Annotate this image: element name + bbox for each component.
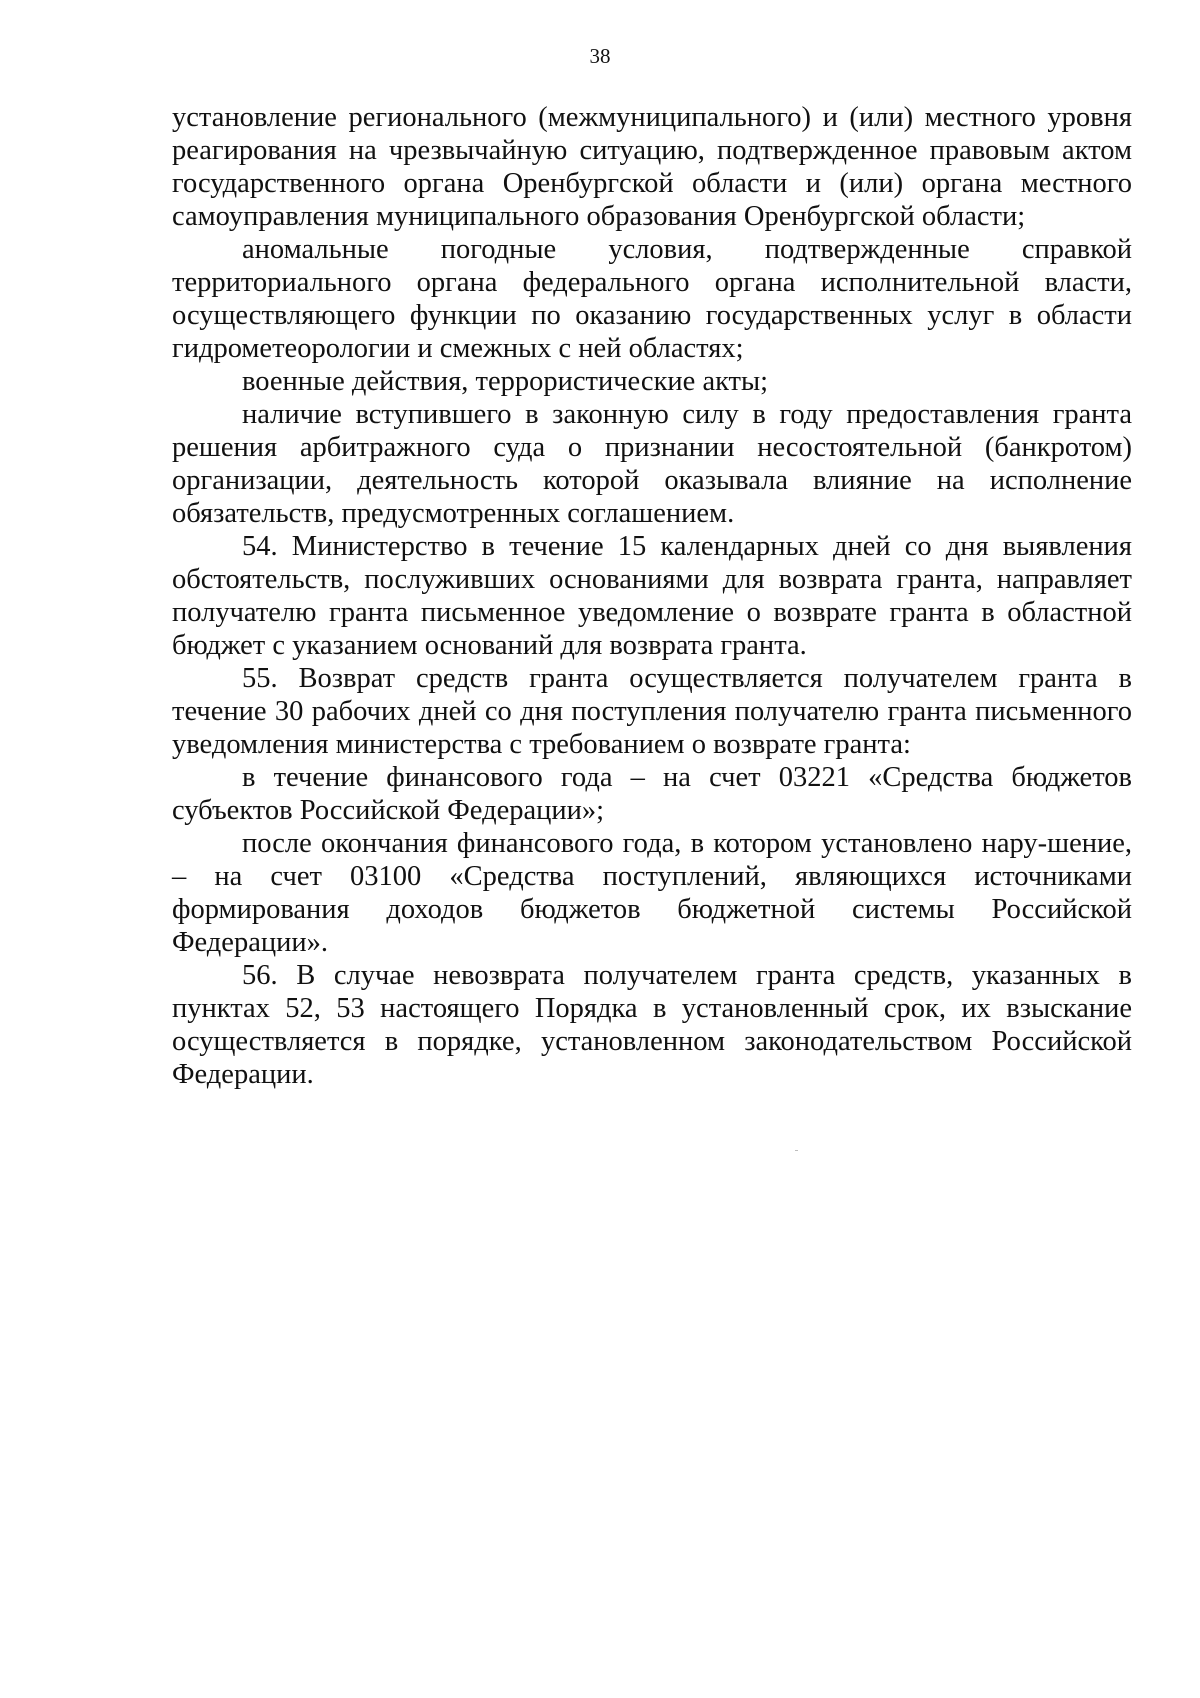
paragraph-56-recovery: 56. В случае невозврата получателем гранта средств, указанных в пунктах 52, 53 настоящего Порядка в установленный срок, их взыскание осуществляется в порядке, установленном законодательством Российской Федерации. bbox=[172, 960, 1132, 1090]
paragraph-account-03221: в течение финансового года – на счет 03221 «Средства бюджетов субъектов Российской Федерации»; bbox=[172, 762, 1132, 826]
scan-artifact-dot bbox=[795, 1150, 798, 1151]
paragraph-bankruptcy-decision: наличие вступившего в законную силу в году предоставления гранта решения арбитражного суда о признании несостоятельной (банкротом) организации, деятельность которой оказывала влияние на исполнение обязательств, предусмотренных соглашением. bbox=[172, 399, 1132, 529]
document-body bbox=[172, 101, 1132, 1091]
paragraph-54-ministry-notice: 54. Министерство в течение 15 календарных дней со дня выявления обстоятельств, послуживших основаниями для возврата гранта, направляет получателю гранта письменное уведомление о возврате гранта в областной бюджет с указанием оснований для возврата гранта. bbox=[172, 531, 1132, 661]
paragraph-military-actions: военные действия, террористические акты; bbox=[242, 366, 769, 397]
paragraph-anomalous-weather: аномальные погодные условия, подтвержденные справкой территориального органа федерального органа исполнительной власти, осуществляющего функции по оказанию государственных услуг в области гидрометеорологии и смежных с ней областях; bbox=[172, 234, 1132, 364]
paragraph-regional-emergency-level: установление регионального (межмуниципального) и (или) местного уровня реагирования на чрезвычайную ситуацию, подтвержденное правовым актом государственного органа Оренбургской области и (или) органа местного самоуправления муниципального образования Оренбургской области; bbox=[172, 102, 1132, 232]
paragraph-account-03100: после окончания финансового года, в котором установлено нару-шение, – на счет 03100 «Средства поступлений, являющихся источниками формирования доходов бюджетов бюджетной системы Российской Федерации». bbox=[172, 828, 1132, 958]
paragraph-55-grant-return: 55. Возврат средств гранта осуществляется получателем гранта в течение 30 рабочих дней со дня поступления получателю гранта письменного уведомления министерства с требованием о возврате гранта: bbox=[172, 663, 1132, 760]
page-number: 38 bbox=[589, 44, 611, 68]
